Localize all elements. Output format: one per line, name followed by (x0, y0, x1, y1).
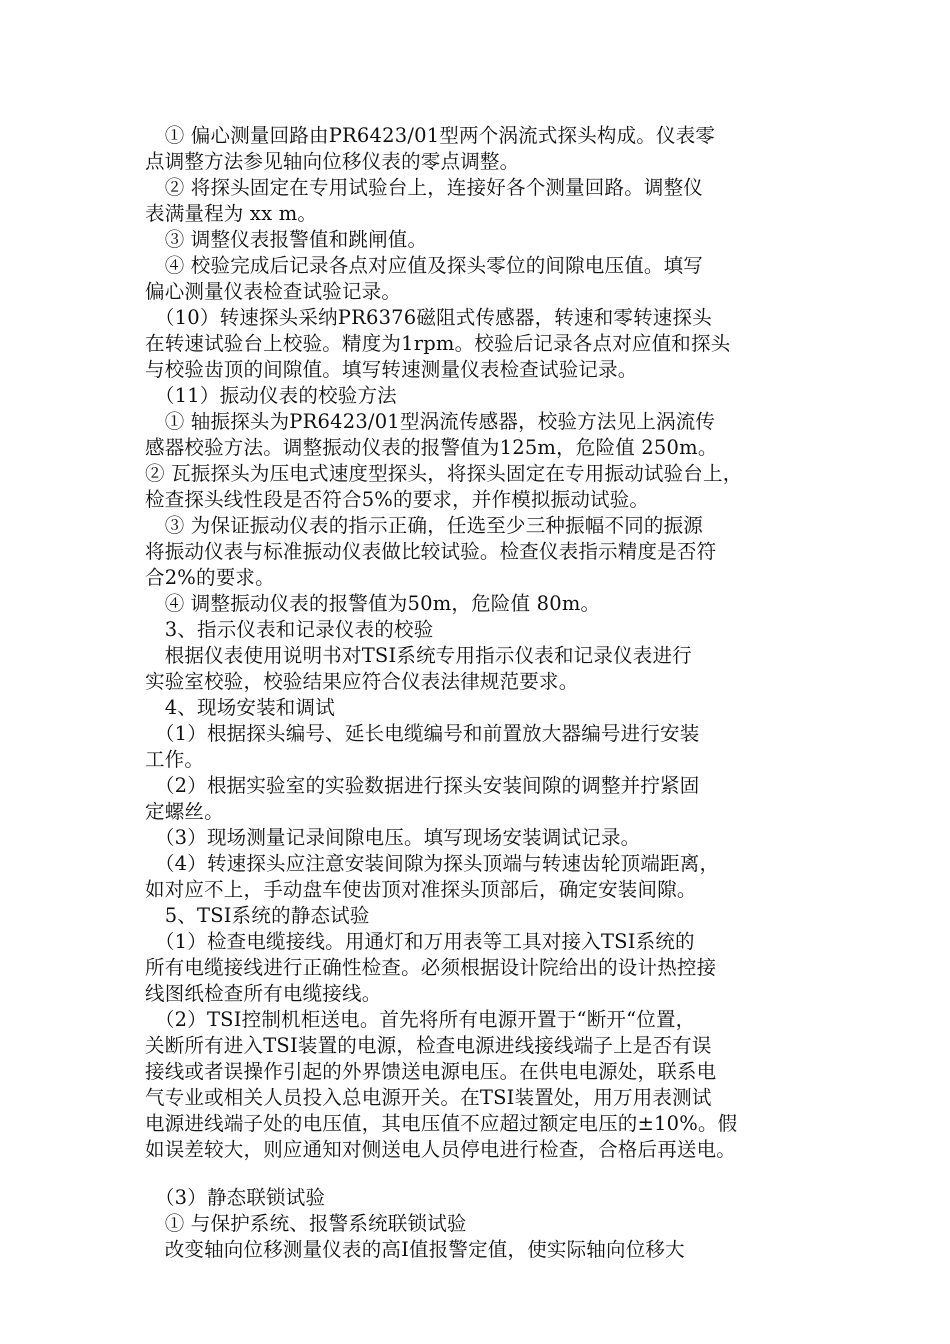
text-line: 检查探头线性段是否符合5%的要求，并作模拟振动试验。 (145, 488, 650, 511)
text-line: （10）转速探头采纳PR6376磁阻式传感器，转速和零转速探头 (145, 306, 712, 329)
text-line: 关断所有进入TSI装置的电源，检查电源进线接线端子上是否有误 (145, 1034, 712, 1057)
text-line: 3、指示仪表和记录仪表的校验 (145, 618, 434, 641)
text-line: （3）静态联锁试验 (145, 1186, 326, 1209)
text-line: 表满量程为 xx m。 (145, 202, 318, 225)
text-line: （1）检查电缆接线。用通灯和万用表等工具对接入TSI系统的 (145, 930, 695, 953)
text-line: 根据仪表使用说明书对TSI系统专用指示仪表和记录仪表进行 (145, 644, 692, 667)
text-line: ③ 为保证振动仪表的指示正确，任选至少三种振幅不同的振源 (145, 514, 703, 537)
text-line: 合2%的要求。 (145, 566, 275, 589)
text-line: 定螺丝。 (145, 800, 224, 823)
text-line: 点调整方法参见轴向位移仪表的零点调整。 (145, 150, 520, 173)
text-line: 工作。 (145, 748, 205, 771)
text-line: 与校验齿顶的间隙值。填写转速测量仪表检查试验记录。 (145, 358, 638, 381)
text-line: 电源进线端子处的电压值，其电压值不应超过额定电压的±10%。假 (145, 1112, 738, 1135)
text-line: 偏心测量仪表检查试验记录。 (145, 280, 402, 303)
text-line: 将振动仪表与标准振动仪表做比较试验。检查仪表指示精度是否符 (145, 540, 717, 563)
text-line: ② 瓦振探头为压电式速度型探头，将探头固定在专用振动试验台上， (145, 462, 743, 485)
text-line: （4）转速探头应注意安装间隙为探头顶端与转速齿轮顶端距离， (145, 852, 720, 875)
text-line: ② 将探头固定在专用试验台上，连接好各个测量回路。调整仪 (145, 176, 703, 199)
text-line: ① 偏心测量回路由PR6423/01型两个涡流式探头构成。仪表零 (145, 124, 716, 147)
text-line: ③ 调整仪表报警值和跳闸值。 (145, 228, 428, 251)
text-line: 如误差较大，则应通知对侧送电人员停电进行检查，合格后再送电。 (145, 1138, 737, 1161)
text-line: ① 与保护系统、报警系统联锁试验 (145, 1212, 467, 1235)
text-line: 4、现场安装和调试 (145, 696, 335, 719)
text-line: （2）TSI控制机柜送电。首先将所有电源开置于“断开“位置， (145, 1008, 696, 1031)
text-line: 在转速试验台上校验。精度为1rpm。校验后记录各点对应值和探头 (145, 332, 731, 355)
text-line: 气专业或相关人员投入总电源开关。在TSI装置处，用万用表测试 (145, 1086, 712, 1109)
text-line: （3）现场测量记录间隙电压。填写现场安装调试记录。 (145, 826, 641, 849)
text-line: （1）根据探头编号、延长电缆编号和前置放大器编号进行安装 (145, 722, 700, 745)
text-line: ④ 校验完成后记录各点对应值及探头零位的间隙电压值。填写 (145, 254, 703, 277)
text-line: 改变轴向位移测量仪表的高Ⅰ值报警定值，使实际轴向位移大 (145, 1238, 685, 1261)
text-line: 如对应不上，手动盘车使齿顶对准探头顶部后，确定安装间隙。 (145, 878, 697, 901)
text-line: （11）振动仪表的校验方法 (145, 384, 397, 407)
text-line: 实验室校验，校验结果应符合仪表法律规范要求。 (145, 670, 579, 693)
text-line: ① 轴振探头为PR6423/01型涡流传感器，校验方法见上涡流传 (145, 410, 716, 433)
text-line: （2）根据实验室的实验数据进行探头安装间隙的调整并拧紧固 (145, 774, 700, 797)
text-line: 接线或者误操作引起的外界馈送电源电压。在供电电源处，联系电 (145, 1060, 717, 1083)
text-line: 所有电缆接线进行正确性检查。必须根据设计院给出的设计热控接 (145, 956, 717, 979)
text-line: 感器校验方法。调整振动仪表的报警值为125m，危险值 250m。 (145, 436, 718, 459)
text-line: ④ 调整振动仪表的报警值为50m，危险值 80m。 (145, 592, 601, 615)
text-line: 线图纸检查所有电缆接线。 (145, 982, 382, 1005)
text-line: 5、TSI系统的静态试验 (145, 904, 370, 927)
